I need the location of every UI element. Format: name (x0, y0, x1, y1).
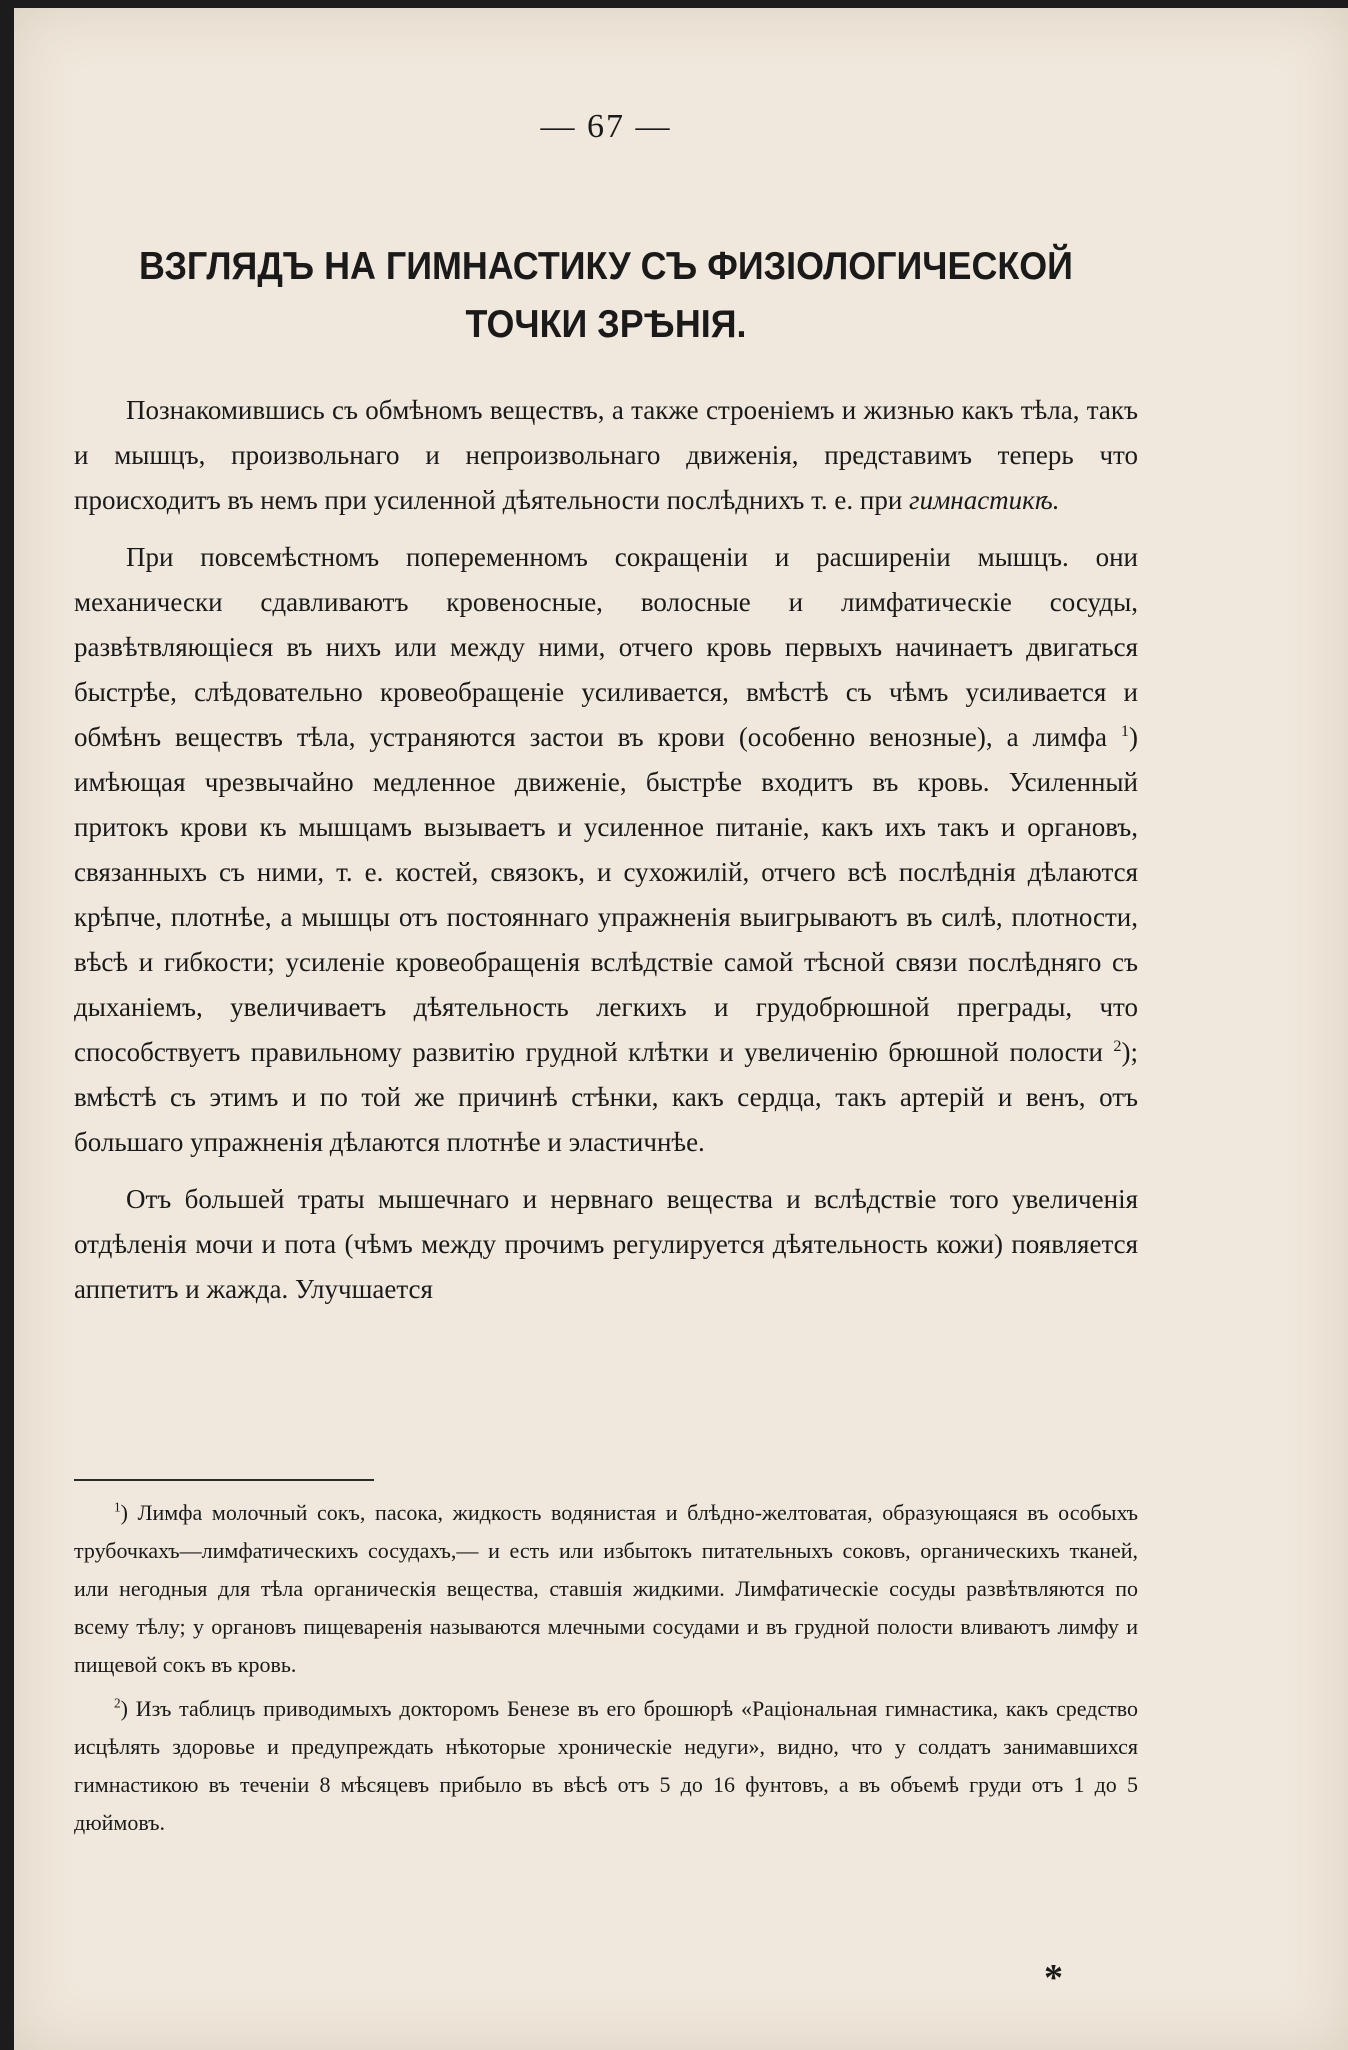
page-number: — 67 — (540, 108, 672, 145)
paragraph-2-part-1: При повсемѣстномъ попеременномъ сокращеніи и расширеніи мышцъ. они механически сдавливаютъ кровеносные, волосные и лимфатическіе сосуды, развѣтвляющіеся въ нихъ или между ними, отчего кровь первыхъ начинаетъ двигаться быстрѣе, слѣдовательно кровеобращеніе усиливается, вмѣстѣ съ чѣмъ усиливается и обмѣнъ веществъ тѣла, устраняются застои въ крови (особенно венозные), а лимфа (74, 542, 1138, 752)
paragraph-1-text: Познакомившись съ обмѣномъ веществъ, а также строеніемъ и жизнью какъ тѣла, такъ и мышцъ, произвольнаго и непроизвольнаго движенія, представимъ теперь что происходитъ въ немъ при усиленной дѣятельности послѣднихъ т. е. при (74, 395, 1138, 515)
footnote-ref-2: 2 (1113, 1037, 1122, 1055)
body-text (74, 388, 1138, 1324)
paragraph-2-part-3: ); вмѣстѣ съ этимъ и по той же причинѣ стѣнки, какъ сердца, такъ артерій и венъ, отъ большаго упражненія дѣлаются плотнѣе и эластичнѣе. (74, 1037, 1138, 1157)
signature-mark: * (1044, 1957, 1063, 1999)
footnote-divider (74, 1479, 374, 1481)
paragraph-2 (74, 535, 1138, 1165)
chapter-title-line-2: ТОЧКИ ЗРѢНІЯ. (465, 303, 747, 346)
page-sheet (14, 8, 1348, 2050)
paragraph-1 (74, 388, 1138, 523)
paragraph-2-part-2: ) имѣющая чрезвычайно медленное движеніе, быстрѣе входитъ въ кровь. Усиленный притокъ крови къ мышцамъ вызываетъ и усиленное питаніе, какъ ихъ такъ и органовъ, связанныхъ съ ними, т. е. костей, связокъ, и сухожилій, отчего всѣ послѣднія дѣлаются крѣпче, плотнѣе, а мышцы отъ постояннаго упражненія выигрываютъ въ силѣ, плотности, вѣсѣ и гибкости; усиленіе кровеобращенія вслѣдствіе самой тѣсной связи послѣдняго съ дыханіемъ, увеличиваетъ дѣятельность легкихъ и грудобрюшной преграды, что способствуетъ правильному развитію грудной клѣтки и увеличенію брюшной полости (74, 722, 1138, 1067)
footnote-1-marker: 1 (114, 1499, 121, 1515)
paragraph-3 (74, 1177, 1138, 1312)
footnotes (74, 1494, 1138, 1848)
footnote-2 (74, 1690, 1138, 1842)
footnote-1 (74, 1494, 1138, 1684)
footnote-2-marker: 2 (114, 1695, 121, 1711)
chapter-title (117, 238, 1096, 354)
chapter-title-line-1: ВЗГЛЯДЪ НА ГИМНАСТИКУ СЪ ФИЗІОЛОГИЧЕСКОЙ (139, 245, 1073, 288)
footnote-2-text: ) Изъ таблицъ приводимыхъ докторомъ Бенезе въ его брошюрѣ «Раціональная гимнастика, какъ средство исцѣлять здоровье и предупреждать нѣкоторые хроническіе недуги», видно, что у солдатъ занимавшихся гимнастикою въ теченіи 8 мѣсяцевъ прибыло въ вѣсѣ отъ 5 до 16 фунтовъ, а въ объемѣ груди отъ 1 до 5 дюймовъ. (74, 1696, 1138, 1835)
paragraph-1-emphasis: гимнастикѣ. (909, 485, 1060, 515)
footnote-ref-1: 1 (1120, 722, 1129, 740)
paragraph-3-text: Отъ большей траты мышечнаго и нервнаго вещества и вслѣдствіе того увеличенія отдѣленія мочи и пота (чѣмъ между прочимъ регулируется дѣятельность кожи) появляется аппетитъ и жажда. Улучшается (74, 1184, 1138, 1304)
footnote-1-text: ) Лимфа молочный сокъ, пасока, жидкость водянистая и блѣдно-желтоватая, образующаяся въ особыхъ трубочкахъ—лимфатическихъ сосудахъ,— и есть или избытокъ питательныхъ соковъ, органическихъ тканей, или негодныя для тѣла органическія вещества, ставшія жидкими. Лимфатическіе сосуды развѣтвляются по всему тѣлу; у органовъ пищеваренія называются млечными сосудами и въ грудной полости вливаютъ лимфу и пищевой сокъ въ кровь. (74, 1500, 1138, 1677)
